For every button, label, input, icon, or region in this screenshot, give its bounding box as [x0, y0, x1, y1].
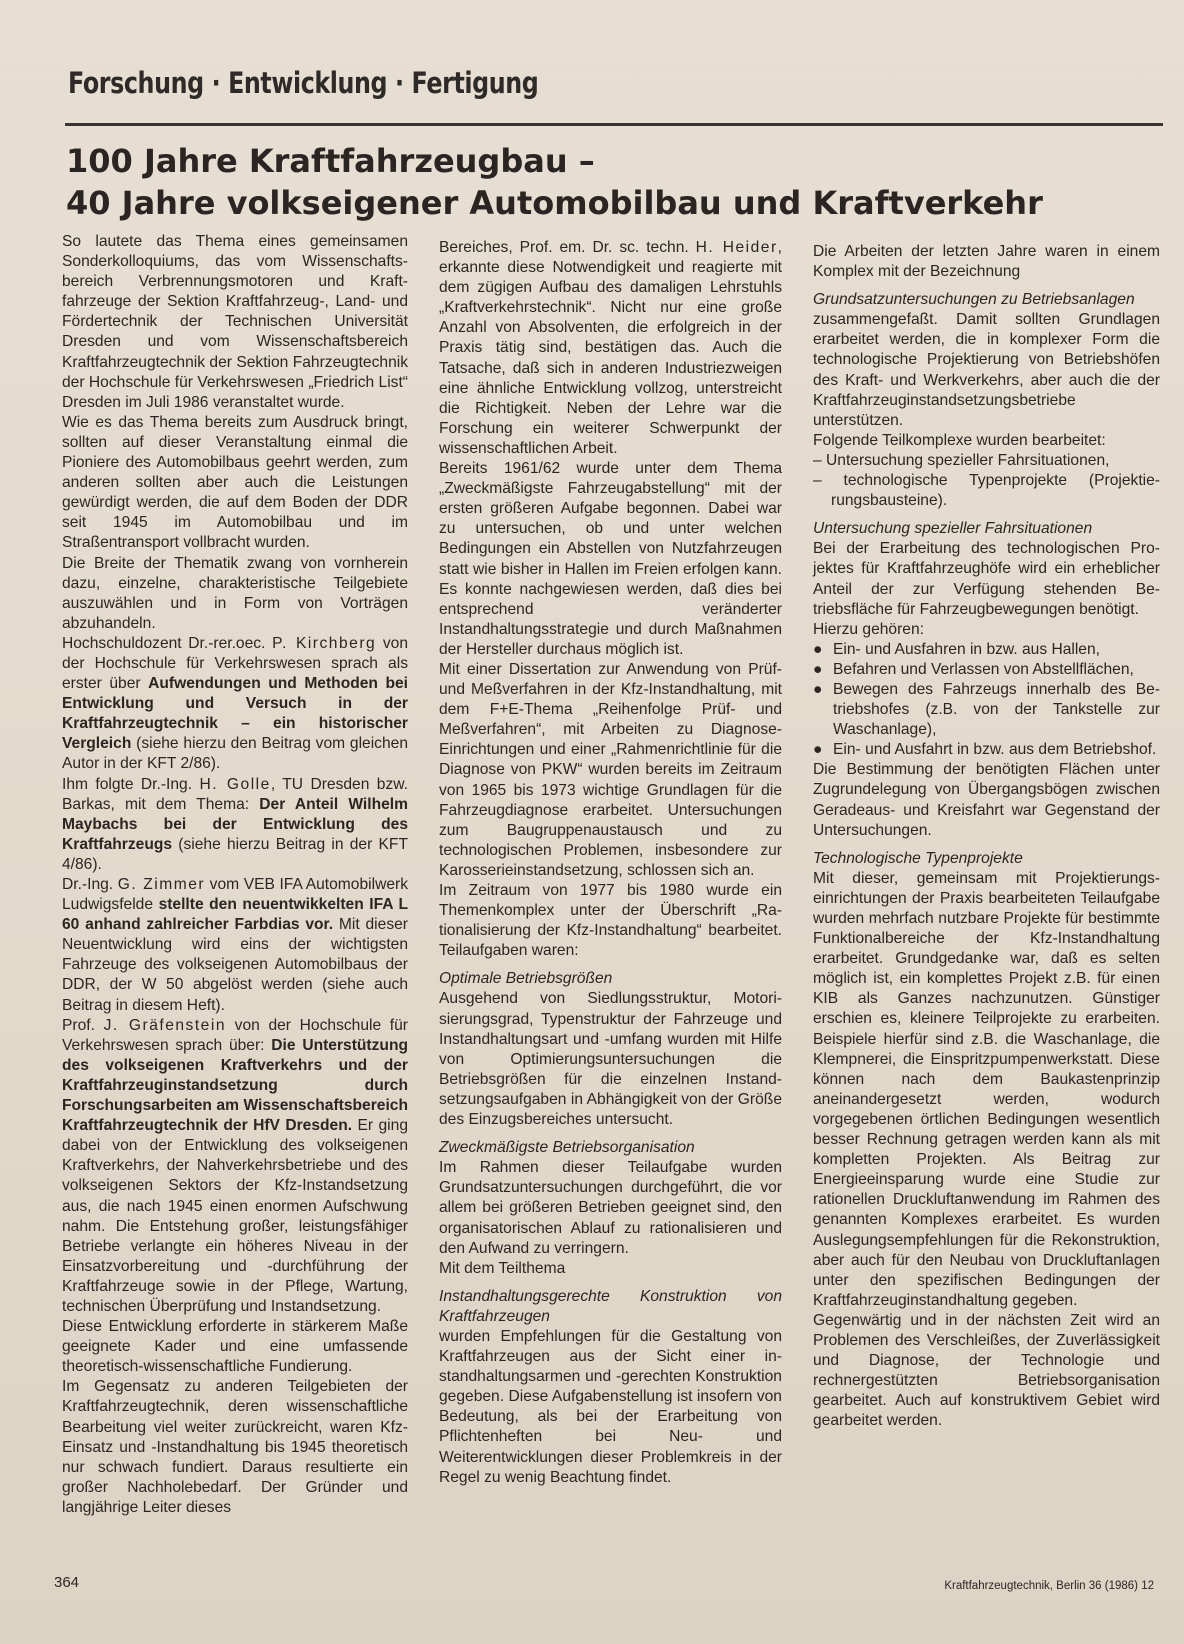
paragraph	[813, 471, 1160, 511]
text-run: Er ging dabei von der Entwicklung des volkseigenen Kraftverkehrs, der Nahverkehrsbetriebe und des volkseigenen Sektors der Kfz-Instandsetzung aus, die nach 1945 einen enormen Aufschwung nahm. Die Entstehung großer, leistungsfähiger Betriebe verlangte ein höheres Niveau in der Einsatzvorbereitung und -durchführung der Kraftfahrzeuge sowie in der Pflege, Wartung, technischen Überprüfung und Instandsetzung.	[62, 1117, 408, 1315]
text-run: Bereiches, Prof. em. Dr. sc. techn.	[439, 239, 696, 256]
text-column-1	[62, 232, 408, 1518]
paragraph	[439, 1327, 782, 1488]
text-run: stellte den neuentwikkelten IFA L 60 anhand zahlreicher Farbdias vor.	[62, 896, 408, 934]
text-run: G. Zimmer	[117, 876, 206, 893]
paragraph	[62, 775, 408, 875]
text-run: Im Gegensatz zu anderen Teilgebieten der Kraftfahrzeugtechnik, deren wissenschaftliche Bearbeitung viel weiter zurückreicht, waren Kfz-Einsatz und -Instandhaltung bis 1945 theoretisch nur schwach fundiert. Daraus resultierte ein großer Nachholebedarf. Der Gründer und langjährige Leiter dieses	[62, 1378, 408, 1516]
text-run: H. Heider	[695, 239, 778, 256]
paragraph	[813, 519, 1160, 539]
text-run: J. Gräfenstein	[103, 1016, 226, 1034]
paragraph	[62, 875, 408, 1016]
bullet-icon: ●	[813, 741, 823, 759]
paragraph	[439, 1287, 782, 1327]
headline-line-2: 40 Jahre volkseigener Automobilbau und Kraftverkehr	[66, 184, 1043, 222]
headline-line-1: 100 Jahre Kraftfahrzeugbau –	[66, 142, 595, 180]
bullet-icon: ●	[813, 660, 823, 678]
paragraph	[62, 554, 408, 634]
paragraph	[439, 1158, 782, 1258]
text-run: Der Anteil Wilhelm Maybachs bei der Entwicklung des Kraftfahrzeugs	[62, 795, 408, 853]
paragraph	[813, 1311, 1160, 1432]
paragraph	[813, 539, 1160, 619]
paragraph	[813, 740, 1160, 760]
text-run: , erkannte diese Notwendigkeit und reagierte mit dem zügigen Aufbau des damaligen Lehrstuhls „Kraftverkehrstechnik“. Nicht nur eine große Anzahl von Absolventen, die erfolgreich in der Praxis tätig sind, bestätigen das. Auch die Tatsache, daß sich in anderen Industriezweigen eine ähnliche Entwicklung vollzog, unterstreicht die Richtigkeit. Neben der Lehre war die Forschung ein weiterer Schwerpunkt der wissenschaftlichen Arbeit.	[439, 239, 782, 457]
paragraph	[813, 760, 1160, 840]
text-column-3	[813, 242, 1160, 1431]
text-run: von der Hochschule für Verkehrswesen sprach als erster über	[62, 634, 408, 693]
text-run: Mit dieser, gemeinsam mit Projektierungseinrichtungen der Praxis bearbeiteten Teilaufgabe wurden mehrfach nutzbare Projekte für bestimmte Funktionalbereiche der Kfz-Instandhaltung erarbeitet. Grundgedanke war, daß es selten möglich ist, ein komplettes Projekt z.B. für einen KIB als Ganzes nachzunutzen. Günstiger erschien es, kleinere Teilprojekte zu erarbeiten. Beispiele hierfür sind z.B. die Waschanlage, die Klempnerei, die Einspritzpumpenwerkstatt. Diese können nach dem Baukastenprinzip aneinandergesetzt werden, wodurch vorgegebenen örtlichen Bedingungen wesentlich besser Rechnung getragen werden kann als mit kompletten Projekten. Als Beitrag zur Energieeinsparung wurde eine Studie zur rationellen Druckluftanwendung im Rahmen des genannten Komplexes erarbeitet. Es wurden Auslegungsempfehlungen für die Rekonstruktion, aber auch für den Neubau von Druckluftanlagen unter den spezifischen Bedingungen der Kraftfahrzeuginstandhaltung gegeben.	[813, 869, 1160, 1309]
text-run: Die Bestimmung der benötigten Flächen unter Zugrundelegung von Übergangsbögen zwischen Geradeaus- und Kreisfahrt war Gegenstand der Untersuchungen.	[813, 761, 1160, 839]
text-run: vom VEB IFA Automobilwerk Ludwigsfelde	[62, 876, 408, 914]
paragraph	[439, 989, 782, 1130]
text-run: Im Rahmen dieser Teilaufgabe wurden Grundsatzuntersuchungen durchgeführt, die vor allem bei größeren Betrieben geeignet sind, den organisatorischen Ablauf zu rationalisieren und den Aufwand zu verringern.	[439, 1159, 782, 1257]
text-run: Zweckmäßigste Betriebsorganisation	[439, 1139, 695, 1157]
text-run: – Untersuchung spezieller Fahrsituationen,	[813, 451, 1110, 469]
bullet-icon: ●	[813, 680, 823, 698]
text-run: Die Arbeiten der letzten Jahre waren in einem Komplex mit der Bezeichnung	[813, 243, 1160, 281]
text-run: Optimale Betriebsgrößen	[439, 970, 613, 988]
text-run: Folgende Teilkomplexe wurden bearbeitet:	[813, 431, 1106, 449]
paragraph	[439, 881, 782, 961]
paragraph	[813, 290, 1160, 310]
text-run: Im Zeitraum von 1977 bis 1980 wurde ein Themenkomplex unter der Überschrift „Rationalisierung der Kfz-Instandhaltung“ bearbeitet. Teilaufgaben waren:	[439, 882, 782, 960]
text-run: Mit einer Dissertation zur Anwendung von Prüf- und Meßverfahren in der Kfz-Instandhaltung, mit dem F+E-Thema „Reihenfolge Prüf- und Meßverfahren“, mit Arbeiten zu Diagnose-Einrichtungen und einer „Rahmenrichtlinie für die Diagnose von PKW“ wurden bereits im Zeitraum von 1965 bis 1973 wichtige Grundlagen für die Fahrzeugdiagnose erarbeitet. Untersuchungen zum Baugruppenaustausch und zu technologischen Problemen, insbesondere zur Karosserieinstandsetzung, schlossen sich an.	[439, 660, 782, 879]
text-run: Ausgehend von Siedlungsstruktur, Motorisierungsgrad, Typenstruktur der Fahrzeuge und Instandhaltungsart und -umfang wurden mit Hilfe von Optimierungsuntersuchungen die Betriebsgrößen für die einzelnen Instandsetzungsaufgaben in Abhängigkeit von der Größe des Einzugsbereiches untersucht.	[439, 990, 782, 1129]
text-run: Grundsatzuntersuchungen zu Betriebsanlagen	[813, 291, 1135, 309]
text-run: Instandhaltungsgerechte Konstruktion von Kraftfahrzeugen	[439, 1287, 782, 1325]
page-number: 364	[54, 1574, 80, 1591]
text-run: Untersuchung spezieller Fahrsituationen	[813, 520, 1093, 538]
paragraph	[62, 634, 408, 775]
paragraph	[439, 238, 782, 459]
text-run: Bereits 1961/62 wurde unter dem Thema „Zweckmäßigste Fahrzeugabstellung“ mit der ersten größeren Aufgabe begonnen. Dabei war zu untersuchen, ob und unter welchen Bedingungen ein Abstellen von Nutzfahrzeugen statt wie bisher in Hallen im Freien erfolgen kann. Es konnte nachgewiesen werden, daß dies bei entsprechend veränderter Instandhaltungsstrategie und durch Maßnahmen der Hersteller durchaus möglich ist.	[439, 460, 782, 658]
paragraph	[813, 431, 1160, 451]
paragraph	[62, 1016, 408, 1317]
text-run: H. Golle	[199, 775, 271, 793]
journal-citation: Kraftfahrzeugtechnik, Berlin 36 (1986) 12	[944, 1580, 1154, 1592]
text-run: Mit dem Teilthema	[439, 1259, 566, 1277]
paragraph	[813, 869, 1160, 1311]
text-run: Hierzu gehören:	[813, 620, 924, 638]
text-run: zusammengefaßt. Damit sollten Grundlagen erarbeitet werden, die in komplexer Form die technologische Projektierung von Betriebshöfen des Kraft- und Werkverkehrs, aber auch die der Kraftfahrzeuginstandsetzungsbetriebe unterstützen.	[813, 311, 1160, 429]
text-run: Mit dieser Neuentwicklung wird eins der wichtigsten Fahrzeuge des volkseigenen Automobilbaus der DDR, der W 50 abgelöst werden (siehe auch Beitrag in diesem Heft).	[62, 916, 408, 1014]
paragraph	[813, 640, 1160, 660]
section-title: Forschung · Entwicklung · Fertigung	[68, 66, 539, 100]
text-run: Prof.	[62, 1016, 104, 1034]
text-run: , TU Dresden bzw. Barkas, mit dem Thema:	[62, 775, 408, 813]
paragraph	[439, 660, 782, 881]
text-run: wurden Empfehlungen für die Gestaltung von Kraftfahrzeugen aus der Sicht einer instandhaltungsarmen und -gerechten Konstruktion gegeben. Diese Aufgabenstellung ist insofern von Bedeutung, als bei der Erarbeitung von Pflichtenheften bei Neu- und Weiterentwicklungen dieser Problemkreis in der Regel zu wenig Beachtung findet.	[439, 1327, 782, 1486]
paragraph	[813, 660, 1160, 680]
text-run: Dr.-Ing.	[62, 876, 118, 893]
paragraph	[813, 451, 1160, 471]
article-headline	[66, 140, 1043, 224]
text-run: Die Unterstützung des volkseigenen Kraftverkehrs und der Kraftfahrzeuginstandsetzung durch Forschungsarbeiten am Wissenschaftsbereich Kraftfahrzeugtechnik der HfV Dresden.	[62, 1036, 408, 1135]
text-run: Hochschuldozent Dr.-rer.oec.	[62, 634, 273, 652]
text-column-2	[439, 238, 782, 1488]
text-run: (siehe hierzu Beitrag in der KFT 4/86).	[62, 835, 408, 873]
paragraph	[439, 459, 782, 660]
text-run: Aufwendungen und Methoden bei Entwicklung und Versuch in der Kraftfahrzeugtechnik – ein historischer Vergleich	[62, 675, 408, 753]
paragraph	[813, 310, 1160, 431]
text-run: Befahren und Verlassen von Abstellflächen,	[833, 660, 1134, 678]
paragraph	[813, 620, 1160, 640]
paragraph	[62, 413, 408, 554]
bullet-icon: ●	[813, 640, 823, 658]
text-run: Bewegen des Fahrzeugs innerhalb des Betriebshofes (z.B. von der Tankstelle zur Waschanlage),	[833, 680, 1160, 739]
text-run: Gegenwärtig und in der nächsten Zeit wird an Problemen des Verschleißes, der Zuverlässigkeit und Diagnose, der Technologie und rechnergestützten Betriebsorganisation gearbeitet. Auch auf konstruktivem Gebiet wird gearbeitet werden.	[813, 1311, 1160, 1430]
paragraph	[813, 680, 1160, 740]
text-run: – technologische Typenprojekte (Projektierungsbausteine).	[813, 472, 1160, 510]
paragraph	[439, 1259, 782, 1279]
text-run: Ein- und Ausfahren in bzw. aus Hallen,	[833, 640, 1100, 658]
text-run: (siehe hierzu den Beitrag vom gleichen Autor in der KFT 2/86).	[62, 735, 408, 773]
paragraph	[439, 1138, 782, 1158]
text-run: Diese Entwicklung erforderte in stärkerem Maße geeignete Kader und eine umfassende theoretisch-wissenschaftliche Fundierung.	[62, 1318, 408, 1376]
text-run: Ein- und Ausfahrt in bzw. aus dem Betriebshof.	[833, 741, 1157, 759]
text-run: Bei der Erarbeitung des technologischen Projektes für Kraftfahrzeughöfe wird ein erheblicher Anteil der zur Verfügung stehenden Betriebsfläche für Fahrzeugbewegungen benötigt.	[813, 540, 1160, 618]
paragraph	[62, 1377, 408, 1518]
header-rule	[65, 123, 1163, 126]
text-run: So lautete das Thema eines gemeinsamen Sonderkolloquiums, das vom Wissenschaftsbereich Verbrennungsmotoren und Kraftfahrzeuge der Sektion Kraftfahrzeug-, Land- und Fördertechnik der Technischen Universität Dresden und vom Wissenschaftsbereich Kraftfahrzeugtechnik der Sektion Fahrzeugtechnik der Hochschule für Verkehrswesen „Friedrich List“ Dresden im Juli 1986 veranstaltet wurde.	[62, 233, 408, 411]
text-run: Wie es das Thema bereits zum Ausdruck bringt, sollten auf dieser Veranstaltung einmal die Pioniere des Automobilbaus geehrt werden, zum anderen sollten aber auch die Leistungen gewürdigt werden, die auf dem Boden der DDR seit 1945 im Automobilbau und im Straßentransport vollbracht wurden.	[62, 413, 408, 552]
text-run: Ihm folgte Dr.-Ing.	[62, 775, 200, 793]
paragraph	[439, 969, 782, 989]
paragraph	[62, 232, 408, 413]
paragraph	[813, 242, 1160, 282]
paragraph	[62, 1317, 408, 1377]
paragraph	[813, 849, 1160, 869]
text-run: von der Hochschule für Verkehrswesen sprach über:	[62, 1016, 408, 1054]
text-run: P. Kirchberg	[272, 634, 377, 652]
text-run: Technologische Typenprojekte	[813, 849, 1023, 867]
text-run: Die Breite der Thematik zwang von vornherein dazu, einzelne, charakteristische Teilgebiete auszuwählen und in Form von Vorträgen abzuhandeln.	[62, 554, 408, 632]
